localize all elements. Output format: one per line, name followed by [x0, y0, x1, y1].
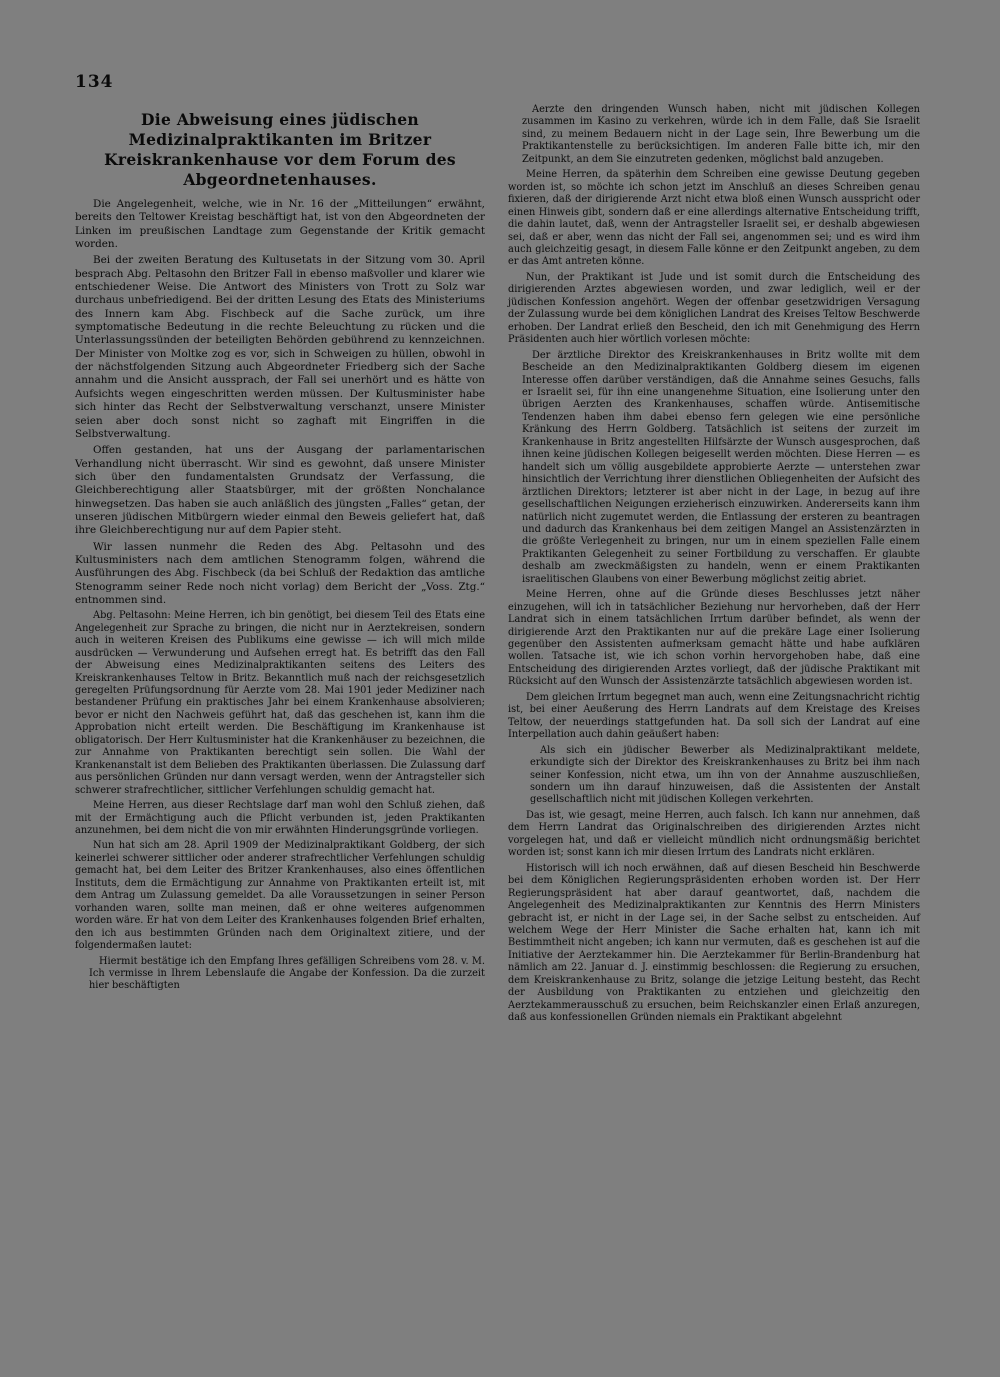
- right-column: [508, 104, 920, 1028]
- speech-paragraph: Nun, der Praktikant ist Jude und ist somit durch die Entscheidung des dirigierenden Arztes abgewiesen worden, und zwar lediglich, weil er der jüdischen Konfession angehört. Wegen der offenbar gesetzwidrigen Versagung der Zulassung wurde bei dem königlichen Landrat des Kreises Teltow Beschwerde erhoben. Der Landrat erließ den Bescheid, den ich mit Genehmigung des Herrn Präsidenten auch hier wörtlich vorlesen möchte:: [508, 271, 920, 346]
- quoted-decree: Der ärztliche Direktor des Kreiskrankenhauses in Britz wollte mit dem Bescheide an den Medizinalpraktikanten Goldberg diesem im eigenen Interesse offen darüber verständigen, daß die Annahme seines Gesuchs, falls er Israelit sei, für ihn eine unangenehme Situation, eine Isolierung unter den übrigen Aerzten des Krankenhauses, schaffen würde. Antisemitische Tendenzen haben ihm dabei ebenso fern gelegen wie eine persönliche Kränkung des Herrn Goldberg. Tatsächlich ist seitens der zurzeit im Krankenhause in Britz angestellten Hilfsärzte der Wunsch ausgesprochen, daß ihnen keine jüdischen Kollegen beigesellt werden möchten. Diese Herren — es handelt sich um völlig ausgebildete approbierte Aerzte — unterstehen zwar hinsichtlich der Verrichtung ihrer dienstlichen Obliegenheiten der Aufsicht des ärztlichen Direktors; letzterer ist aber nicht in der Lage, in bezug auf ihre gesellschaftlichen Neigungen erzieherisch einzuwirken. Andererseits kann ihm natürlich nicht zugemutet werden, die Entlassung der ersteren zu beantragen und dadurch das Krankenhaus bei dem zeitigen Mangel an Assistenzärzten in die größte Verlegenheit zu bringen, nur um in einem speziellen Falle einem Praktikanten Gelegenheit zu seiner Fortbildung zu verschaffen. Er glaubte deshalb am zweckmäßigsten zu handeln, wenn er einem Praktikanten israelitischen Glaubens von einer Bewerbung möglichst zeitig abriet.: [522, 349, 920, 585]
- quoted-letter: Hiermit bestätige ich den Empfang Ihres gefälligen Schreibens vom 28. v. M. Ich vermisse in Ihrem Lebenslaufe die Angabe der Konfession. Da die zurzeit hier beschäftigten: [89, 955, 485, 992]
- speech-paragraph: Das ist, wie gesagt, meine Herren, auch falsch. Ich kann nur annehmen, daß dem Herrn Landrat das Originalschreiben des dirigierenden Arztes nicht vorgelegen hat, und daß er vielleicht mündlich nicht ordnungsmäßig berichtet worden ist; sonst kann ich mir diesen Irrtum des Landrats nicht erklären.: [508, 809, 920, 859]
- paragraph: Die Angelegenheit, welche, wie in Nr. 16 der „Mitteilungen“ erwähnt, bereits den Teltower Kreistag beschäftigt hat, ist von den Abgeordneten der Linken im preußischen Landtage zum Gegenstande der Kritik gemacht worden.: [75, 198, 485, 251]
- speech-paragraph: Meine Herren, aus dieser Rechtslage darf man wohl den Schluß ziehen, daß mit der Ermächtigung auch die Pflicht verbunden ist, jeden Praktikanten anzunehmen, bei dem nicht die von mir erwähnten Hinderungsgründe vorliegen.: [75, 800, 485, 837]
- speech-paragraph: Nun hat sich am 28. April 1909 der Medizinalpraktikant Goldberg, der sich keinerlei schwerer sittlicher oder anderer strafrechtlicher Verfehlungen schuldig gemacht hat, bei dem Leiter des Britzer Krankenhauses, also eines öffentlichen Instituts, dem die Ermächtigung zur Annahme von Praktikanten erteilt ist, mit dem Antrag um Zulassung gemeldet. Da alle Voraussetzungen in seiner Person vorhanden waren, sollte man meinen, daß er ohne weiteres aufgenommen worden wäre. Er hat von dem Leiter des Krankenhauses folgenden Brief erhalten, den ich aus bestimmten Gründen nach dem Originaltext zitiere, und der folgendermaßen lautet:: [75, 840, 485, 952]
- speech-paragraph: Abg. Peltasohn: Meine Herren, ich bin genötigt, bei diesem Teil des Etats eine Angelegenheit zur Sprache zu bringen, die nicht nur in Aerztekreisen, sondern auch in weiteren Kreisen des Publikums eine gewisse — ich will mich milde ausdrücken — Verwunderung und Aufsehen erregt hat. Es betrifft das den Fall der Abweisung eines Medizinalpraktikanten seitens des Leiters des Kreiskrankenhauses Teltow in Britz. Bekanntlich muß nach der reichsgesetzlich geregelten Prüfungsordnung für Aerzte vom 28. Mai 1901 jeder Mediziner nach bestandener Prüfung ein praktisches Jahr bei einem Krankenhause absolvieren; bevor er nicht den Nachweis geführt hat, daß das geschehen ist, kann ihm die Approbation nicht erteilt werden. Die Beschäftigung im Krankenhause ist obligatorisch. Der Herr Kultusminister hat die Krankenhäuser zu bezeichnen, die zur Annahme von Praktikanten berechtigt sein sollen. Die Wahl der Krankenanstalt ist dem Belieben des Praktikanten überlassen. Die Zulassung darf aus persönlichen Gründen nur dann versagt werden, wenn der Antragsteller sich schwerer strafrechtlicher, sittlicher Verfehlungen schuldig gemacht hat.: [75, 610, 485, 796]
- paragraph: Wir lassen nunmehr die Reden des Abg. Peltasohn und des Kultusministers nach dem amtlichen Stenogramm folgen, während die Ausführungen des Abg. Fischbeck (da bei Schluß der Redaktion das amtliche Stenogramm seiner Rede noch nicht vorlag) dem Bericht der „Voss. Ztg.“ entnommen sind.: [75, 540, 485, 606]
- paragraph: Offen gestanden, hat uns der Ausgang der parlamentarischen Verhandlung nicht überrascht. Wir sind es gewohnt, daß unsere Minister sich über den fundamentalsten Grundsatz der Verfassung, die Gleichberechtigung aller Staatsbürger, mit der größten Nonchalance hinwegsetzen. Das haben sie auch anläßlich des jüngsten „Falles“ getan, der unseren jüdischen Mitbürgern wieder einmal den Beweis geliefert hat, daß ihre Gleichberechtigung nur auf dem Papier steht.: [75, 444, 485, 537]
- speech-paragraph: Dem gleichen Irrtum begegnet man auch, wenn eine Zeitungsnachricht richtig ist, bei einer Aeußerung des Herrn Landrats auf dem Kreistage des Kreises Teltow, der neuerdings stattgefunden hat. Da soll sich der Landrat auf eine Interpellation auch dahin geäußert haben:: [508, 691, 920, 741]
- speech-paragraph: Historisch will ich noch erwähnen, daß auf diesen Bescheid hin Beschwerde bei dem Königlichen Regierungspräsidenten erhoben worden ist. Der Herr Regierungspräsident hat aber darauf geantwortet, daß, nachdem die Angelegenheit des Medizinalpraktikanten zur Kenntnis des Herrn Ministers gebracht ist, er nicht in der Lage sei, in der Sache selbst zu entscheiden. Auf welchem Wege der Herr Minister die Sache erhalten hat, kann ich mit Bestimmtheit nicht angeben; ich kann nur vermuten, daß es geschehen ist auf die Initiative der Aerztekammer hin. Die Aerztekammer für Berlin-Brandenburg hat nämlich am 22. Januar d. J. einstimmig beschlossen: die Regierung zu ersuchen, dem Kreiskrankenhause zu Britz, solange die jetzige Leitung besteht, das Recht der Ausbildung von Praktikanten zu entziehen und gleichzeitig den Aerztekammerausschuß zu ersuchen, beim Reichskanzler einen Erlaß anzuregen, daß aus konfessionellen Gründen niemals ein Praktikant abgelehnt: [508, 862, 920, 1024]
- speech-paragraph: Meine Herren, ohne auf die Gründe dieses Beschlusses jetzt näher einzugehen, will ich in tatsächlicher Beziehung nur hervorheben, daß der Herr Landrat sich in einem tatsächlichen Irrtum darüber befindet, als wenn der dirigierende Arzt den Praktikanten nur auf die prekäre Lage einer Isolierung gegenüber den Assistenten aufmerksam gemacht hätte und habe aufklären wollen. Tatsache ist, wie ich schon vorhin hervorgehoben habe, daß eine Entscheidung des dirigierenden Arztes vorliegt, daß der jüdische Praktikant mit Rücksicht auf den Wunsch der Assistenzärzte tatsächlich abgewiesen worden ist.: [508, 589, 920, 688]
- article-headline: Die Abweisung eines jüdischen Medizinalpraktikanten im Britzer Kreiskrankenhause vor dem Forum des Abgeordnetenhauses.: [104, 110, 456, 189]
- quoted-letter: Aerzte den dringenden Wunsch haben, nicht mit jüdischen Kollegen zusammen im Kasino zu verkehren, würde ich in dem Falle, daß Sie Israelit sind, zu meinem Bedauern nicht in der Lage sein, Ihre Bewerbung um die Praktikantenstelle zu berücksichtigen. Im anderen Falle bitte ich, mir den Zeitpunkt, an dem Sie einzutreten gedenken, möglichst bald anzugeben.: [522, 104, 920, 165]
- quoted-statement: Als sich ein jüdischer Bewerber als Medizinalpraktikant meldete, erkundigte sich der Direktor des Kreiskrankenhauses zu Britz bei ihm nach seiner Konfession, nicht etwa, um ihn von der Annahme auszuschließen, sondern um ihn darauf hinzuweisen, daß die Assistenten der Anstalt gesellschaftlich nicht mit jüdischen Kollegen verkehrten.: [530, 744, 920, 806]
- speech-paragraph: Meine Herren, da späterhin dem Schreiben eine gewisse Deutung gegeben worden ist, so möchte ich schon jetzt im Anschluß an dieses Schreiben genau fixieren, daß der dirigierende Arzt nicht etwa bloß einen Wunsch ausspricht oder einen Hinweis gibt, sondern daß er eine allerdings alternative Entscheidung trifft, die dahin lautet, daß, wenn der Antragsteller Israelit sei, er deshalb abgewiesen sei, daß er aber, wenn das nicht der Fall sei, angenommen sei; und es wird ihm auch gleichzeitig gesagt, in diesem Falle könne er den Zeitpunkt angeben, zu dem er das Amt antreten könne.: [508, 169, 920, 268]
- paragraph: Bei der zweiten Beratung des Kultusetats in der Sitzung vom 30. April besprach Abg. Peltasohn den Britzer Fall in ebenso maßvoller und klarer wie entschiedener Weise. Die Antwort des Ministers von Trott zu Solz war durchaus unbefriedigend. Bei der dritten Lesung des Etats des Ministeriums des Innern kam Abg. Fischbeck auf die Sache zurück, um ihre symptomatische Bedeutung in die rechte Beleuchtung zu rücken und die Unterlassungssünden der beteiligten Behörden gebührend zu kennzeichnen. Der Minister von Moltke zog es vor, sich in Schweigen zu hüllen, obwohl in der nächstfolgenden Sitzung auch Abgeordneter Friedberg sich der Sache annahm und die Ansicht aussprach, der Fall sei unerhört und es hätte von Aufsichts wegen eingeschritten werden müssen. Der Kultusminister habe sich hinter das Recht der Selbstverwaltung verschanzt, unsere Minister seien aber doch sonst nicht so zaghaft mit Eingriffen in die Selbstverwaltung.: [75, 254, 485, 440]
- page-number: 134: [75, 72, 114, 92]
- left-column: [75, 106, 485, 996]
